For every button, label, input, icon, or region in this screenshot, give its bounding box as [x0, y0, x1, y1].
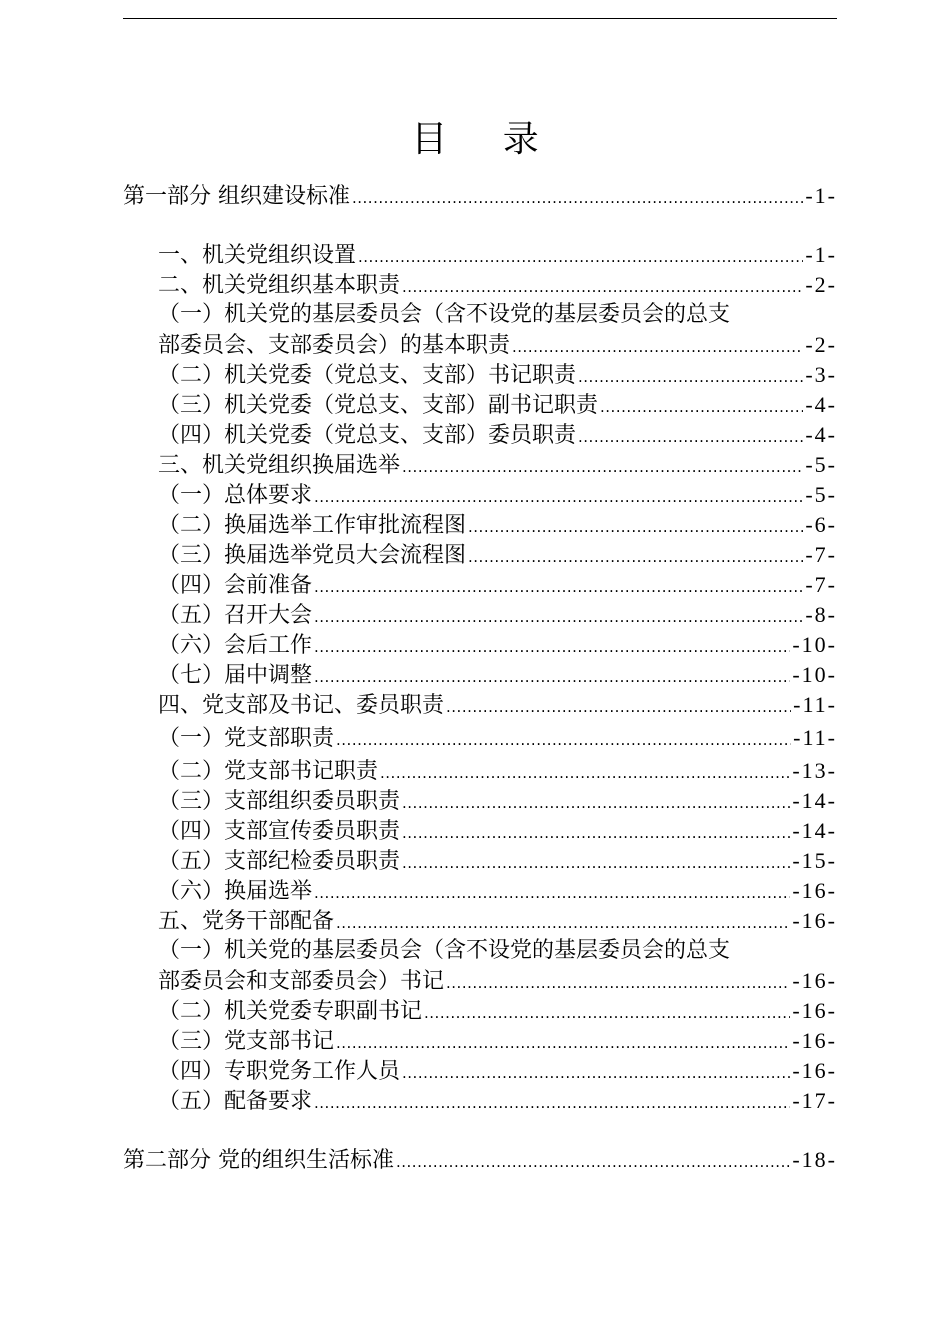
toc-page-number: -7-	[805, 572, 837, 597]
toc-leader-dots	[358, 242, 803, 272]
toc-entry[interactable]	[158, 816, 837, 846]
toc-entry-label: 部委员会、支部委员会）的基本职责	[158, 333, 511, 358]
toc-page-number: -10-	[792, 662, 837, 687]
toc-leader-dots	[402, 848, 790, 878]
toc-leader-dots	[468, 512, 803, 542]
toc-entry-label: （一）党支部职责	[158, 726, 335, 751]
toc-entry-label: （七）届中调整	[158, 663, 313, 688]
toc-entry[interactable]	[158, 330, 837, 360]
toc-leader-dots	[424, 998, 790, 1028]
toc-leader-dots	[314, 662, 790, 692]
toc-entry-label: （三）支部组织委员职责	[158, 789, 401, 814]
toc-page-number: -5-	[805, 482, 837, 507]
toc-entry-label: （二）换届选举工作审批流程图	[158, 513, 467, 538]
toc-entry[interactable]	[158, 450, 837, 480]
toc-page-number: -10-	[792, 632, 837, 657]
toc-leader-dots	[578, 362, 803, 392]
toc-entry-label: （三）机关党委（党总支、支部）副书记职责	[158, 393, 599, 418]
toc-entry[interactable]	[158, 600, 837, 630]
toc-entry-label: （三）换届选举党员大会流程图	[158, 543, 467, 568]
toc-leader-dots	[336, 1028, 790, 1058]
toc-entry[interactable]	[158, 390, 837, 420]
toc-page-number: -11-	[793, 692, 837, 717]
toc-page-number: -16-	[792, 998, 837, 1023]
toc-leader-dots	[446, 692, 791, 722]
toc-entry-label: （四）支部宣传委员职责	[158, 819, 401, 844]
toc-leader-dots	[314, 1088, 790, 1118]
toc-leader-dots	[380, 758, 790, 788]
toc-entry-label: （三）党支部书记	[158, 1029, 335, 1054]
toc-leader-dots	[314, 602, 803, 632]
toc-page-number: -5-	[805, 452, 837, 477]
toc-page-number: -4-	[805, 392, 837, 417]
toc-entry[interactable]	[158, 660, 837, 690]
toc-entry[interactable]	[158, 570, 837, 600]
toc-entry-label: 五、党务干部配备	[158, 909, 335, 934]
page-title: 目 录	[411, 119, 561, 160]
toc-page-number: -6-	[805, 512, 837, 537]
toc-entry-label: （四）会前准备	[158, 573, 313, 598]
toc-entry[interactable]	[158, 1056, 837, 1086]
toc-entry-label: （二）机关党委专职副书记	[158, 999, 423, 1024]
toc-leader-dots	[314, 572, 803, 602]
toc-page-number: -7-	[805, 542, 837, 567]
toc-page-number: -16-	[792, 1028, 837, 1053]
toc-entry-label: 第一部分 组织建设标准	[123, 184, 350, 209]
toc-entry[interactable]	[158, 996, 837, 1026]
toc-entry-label: （二）机关党委（党总支、支部）书记职责	[158, 363, 577, 388]
toc-leader-dots	[512, 332, 803, 362]
toc-entry-label: 四、党支部及书记、委员职责	[158, 693, 445, 718]
toc-page-number: -16-	[792, 968, 837, 993]
toc-entry-label: （五）支部纪检委员职责	[158, 849, 401, 874]
toc-entry-label: 三、机关党组织换届选举	[158, 453, 401, 478]
toc-entry[interactable]	[158, 690, 837, 720]
toc-page-number: -2-	[805, 272, 837, 297]
toc-entry-wrapped-line[interactable]: （一）机关党的基层委员会（含不设党的基层委员会的总支	[158, 938, 731, 963]
toc-leader-dots	[336, 725, 791, 755]
toc-entry-label: （六）换届选举	[158, 879, 313, 904]
toc-entry-label: （二）党支部书记职责	[158, 759, 379, 784]
toc-entry[interactable]	[158, 420, 837, 450]
toc-leader-dots	[314, 878, 790, 908]
toc-entry[interactable]	[158, 1086, 837, 1116]
toc-entry[interactable]	[158, 270, 837, 300]
toc-entry-label: （一）总体要求	[158, 483, 313, 508]
toc-entry-label: 一、机关党组织设置	[158, 243, 357, 268]
toc-leader-dots	[314, 482, 803, 512]
toc-page-number: -13-	[792, 758, 837, 783]
toc-page-number: -17-	[792, 1088, 837, 1113]
toc-entry-label: 二、机关党组织基本职责	[158, 273, 401, 298]
toc-entry[interactable]	[158, 876, 837, 906]
toc-entry[interactable]	[158, 906, 837, 936]
toc-page-number: -18-	[792, 1147, 837, 1172]
toc-entry-part-2[interactable]	[123, 1145, 837, 1175]
toc-page-number: -1-	[805, 242, 837, 267]
toc-entry-label: 部委员会和支部委员会）书记	[158, 969, 445, 994]
toc-entry-wrapped-line[interactable]: （一）机关党的基层委员会（含不设党的基层委员会的总支	[158, 302, 731, 327]
toc-entry-label: 第二部分 党的组织生活标准	[123, 1148, 394, 1173]
toc-leader-dots	[402, 452, 803, 482]
toc-leader-dots	[468, 542, 803, 572]
toc-page-number: -8-	[805, 602, 837, 627]
toc-entry[interactable]	[158, 480, 837, 510]
toc-entry[interactable]	[158, 540, 837, 570]
toc-leader-dots	[402, 272, 803, 302]
toc-leader-dots	[600, 392, 803, 422]
toc-leader-dots	[402, 788, 790, 818]
toc-entry[interactable]	[158, 510, 837, 540]
toc-entry[interactable]	[158, 966, 837, 996]
toc-leader-dots	[402, 1058, 790, 1088]
toc-page-number: -11-	[793, 725, 837, 750]
toc-page-number: -1-	[805, 183, 837, 208]
toc-entry[interactable]	[158, 1026, 837, 1056]
toc-leader-dots	[336, 908, 790, 938]
toc-entry[interactable]	[158, 240, 837, 270]
toc-entry[interactable]	[158, 846, 837, 876]
toc-page-number: -15-	[792, 848, 837, 873]
toc-leader-dots	[446, 968, 790, 998]
toc-leader-dots	[352, 183, 803, 213]
toc-page-number: -4-	[805, 422, 837, 447]
toc-entry-part-1[interactable]	[123, 181, 837, 211]
toc-entry[interactable]	[158, 786, 837, 816]
toc-entry-label: （四）专职党务工作人员	[158, 1059, 401, 1084]
toc-entry[interactable]	[158, 630, 837, 660]
toc-page-number: -3-	[805, 362, 837, 387]
toc-entry[interactable]	[158, 756, 837, 786]
toc-page-number: -2-	[805, 332, 837, 357]
toc-entry[interactable]	[158, 360, 837, 390]
toc-leader-dots	[314, 632, 790, 662]
toc-page-number: -16-	[792, 1058, 837, 1083]
toc-leader-dots	[578, 422, 803, 452]
toc-page-number: -14-	[792, 788, 837, 813]
toc-entry[interactable]	[158, 723, 837, 753]
toc-leader-dots	[396, 1147, 790, 1177]
toc-leader-dots	[402, 818, 790, 848]
toc-entry-label: （六）会后工作	[158, 633, 313, 658]
toc-entry-label: （五）配备要求	[158, 1089, 313, 1114]
toc-page-number: -16-	[792, 878, 837, 903]
toc-entry-label: （四）机关党委（党总支、支部）委员职责	[158, 423, 577, 448]
toc-page-number: -16-	[792, 908, 837, 933]
toc-entry-label: （五）召开大会	[158, 603, 313, 628]
toc-page-number: -14-	[792, 818, 837, 843]
